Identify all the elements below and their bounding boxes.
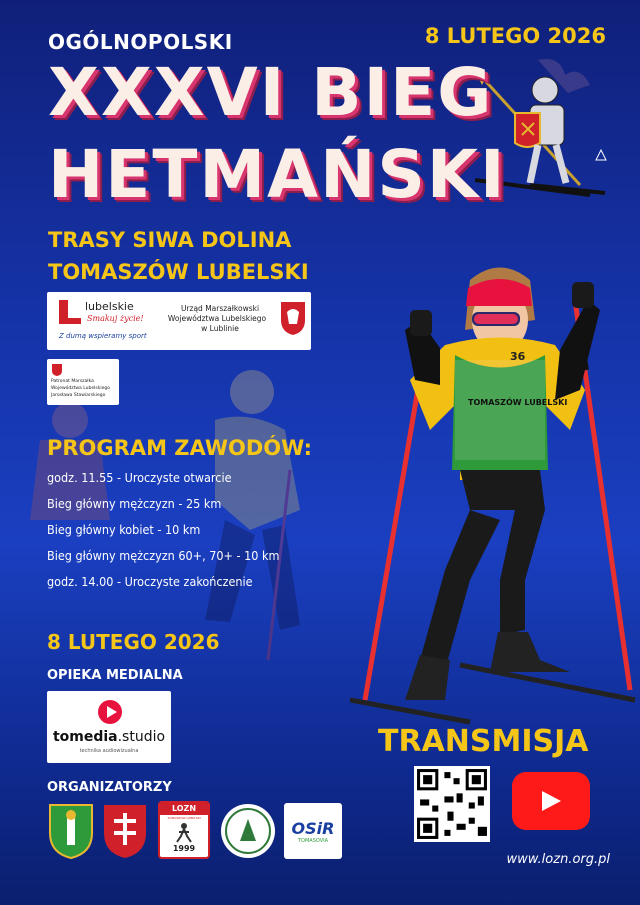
patronage-line1: Patronat Marszałka [51, 379, 94, 384]
lozn-logo-text: LOZN [160, 803, 208, 815]
program-item: Bieg główny mężczyzn - 25 km [47, 496, 222, 511]
marshal-office-line1: Urząd Marszałkowski [180, 304, 260, 313]
play-icon [539, 789, 563, 813]
tomedia-logo-box [47, 691, 171, 763]
event-date-mid: 8 LUTEGO 2026 [47, 630, 220, 654]
tomaszow-coat-of-arms-icon [48, 803, 94, 859]
venue-line2: TOMASZÓW LUBELSKI [48, 260, 309, 284]
lubelskie-name: lubelskie [85, 300, 134, 313]
osir-logo-text: OSiR [291, 819, 335, 838]
state-forest-logo-icon [220, 803, 276, 859]
skier-photo-illustration [350, 260, 640, 730]
tomedia-subtitle: technika audiowizualna [79, 748, 139, 754]
venue-line1: TRASY SIWA DOLINA [48, 228, 292, 252]
marshal-office-line3: w Lublinie [201, 324, 239, 333]
lublin-coat-of-arms-icon [279, 300, 307, 336]
tomedia-domain: .studio [117, 729, 166, 745]
osir-logo-subtitle: TOMASOVIA [297, 838, 329, 844]
program-item: godz. 11.55 - Uroczyste otwarcie [47, 470, 232, 485]
play-circle-icon [97, 699, 123, 725]
tomedia-name: tomedia [52, 729, 118, 745]
bib-text: TOMASZÓW LUBELSKI [468, 398, 568, 407]
organizers-label: ORGANIZATORZY [47, 780, 172, 795]
program-list [47, 470, 280, 600]
lozn-logo-year: 1999 [172, 844, 196, 853]
program-item: godz. 14.00 - Uroczyste zakończenie [47, 574, 253, 589]
patronage-crest-icon [51, 363, 63, 377]
event-date-top: 8 LUTEGO 2026 [424, 24, 606, 48]
lozn-logo [158, 801, 210, 859]
patronage-line2: Województwa Lubelskiego [51, 386, 110, 391]
media-label: OPIEKA MEDIALNA [47, 668, 183, 683]
patronage-line3: Jarosława Stawiarskiego [51, 393, 106, 398]
event-title-line1: XXXVI BIEG [48, 54, 494, 131]
tomedia-wordmark [51, 729, 167, 745]
sponsor-logos-box [47, 292, 311, 350]
skier-icon [169, 822, 199, 844]
patronage-logo-box [47, 359, 119, 405]
lubelskie-tagline: Z dumą wspieramy sport [59, 332, 147, 340]
event-title-line2: HETMAŃSKI [48, 136, 507, 213]
qr-code-icon[interactable] [414, 766, 490, 842]
watermark-icon [594, 148, 608, 162]
transmission-label: TRANSMISJA [378, 724, 589, 759]
bib-number: 36 [510, 350, 526, 363]
website-link[interactable]: www.lozn.org.pl [506, 852, 610, 867]
event-subtitle: OGÓLNOPOLSKI [48, 30, 233, 54]
county-coat-of-arms-icon [102, 803, 148, 859]
program-item: Bieg główny mężczyzn 60+, 70+ - 10 km [47, 548, 280, 563]
program-item: Bieg główny kobiet - 10 km [47, 522, 201, 537]
osir-logo [284, 803, 342, 859]
youtube-button[interactable] [512, 772, 590, 830]
lubelskie-slogan: Smakuj życie! [87, 314, 144, 323]
program-title: PROGRAM ZAWODÓW: [47, 436, 313, 460]
lozn-logo-subtitle: TOMASZÓW LUBELSKI [167, 816, 201, 820]
marshal-office-line2: Województwa Lubelskiego [167, 314, 267, 323]
